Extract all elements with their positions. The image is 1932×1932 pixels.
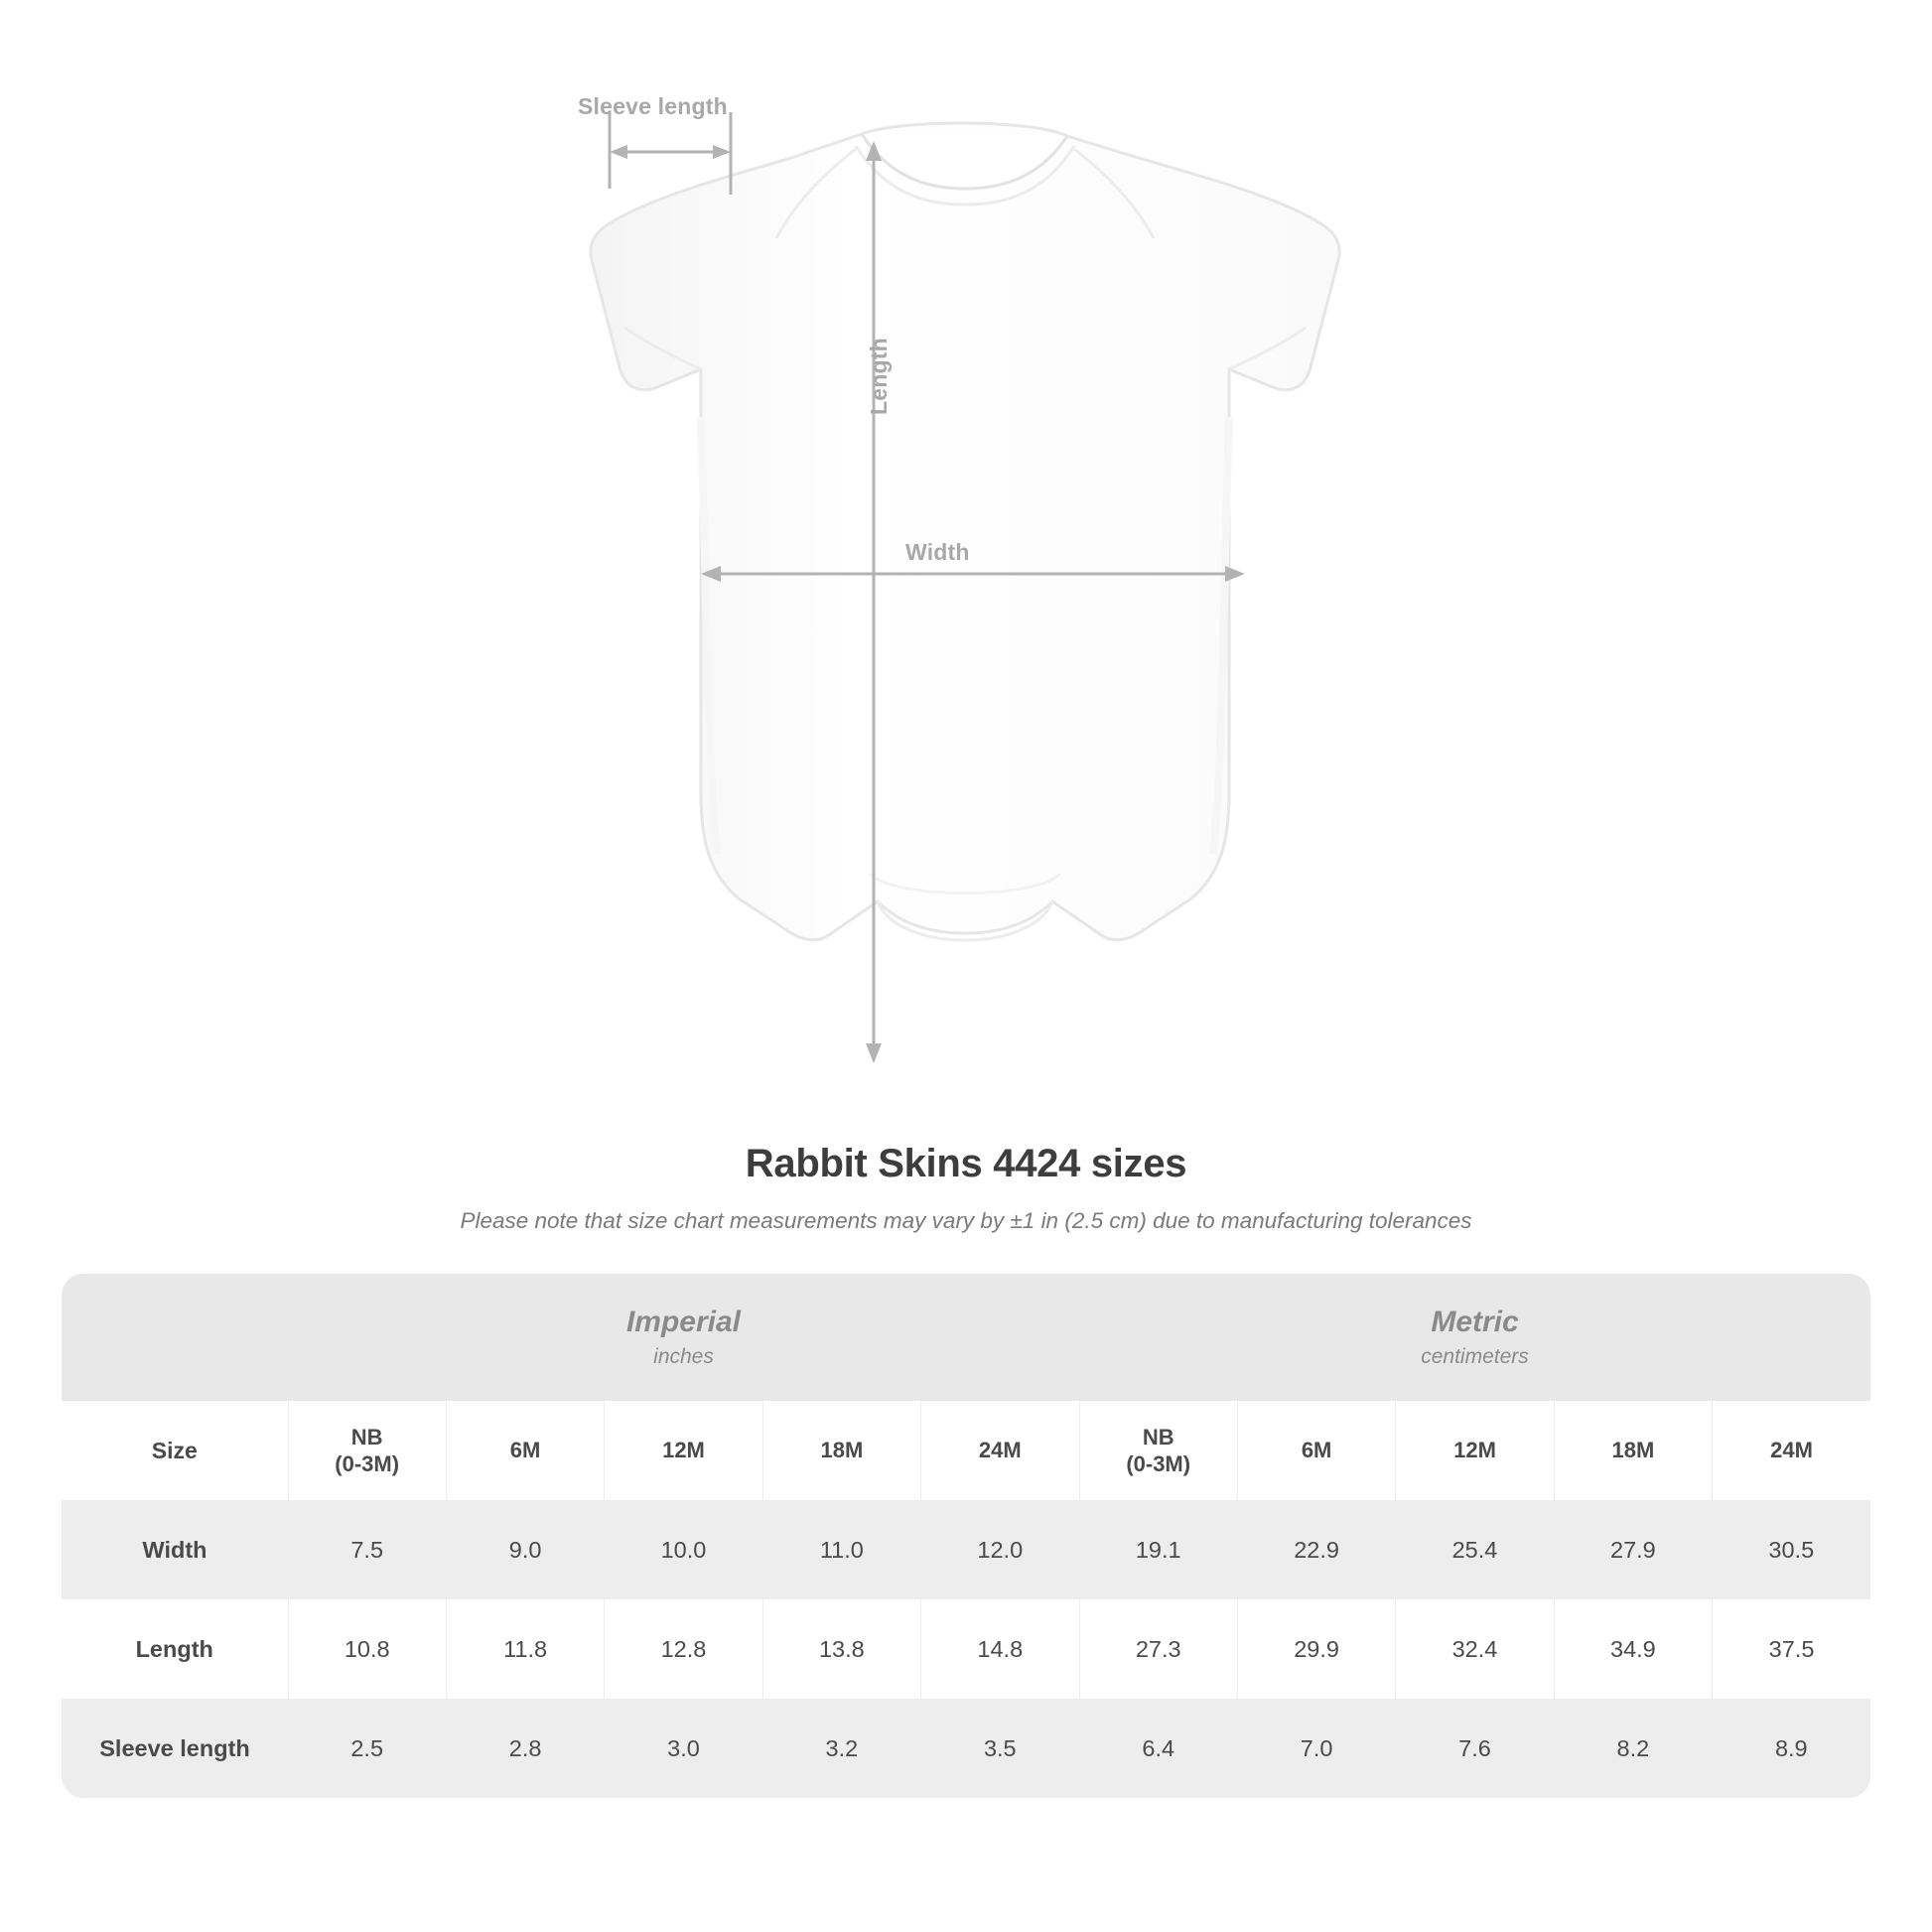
unit-group-imperial-name: Imperial bbox=[625, 1306, 742, 1339]
cell-length-7: 32.4 bbox=[1396, 1599, 1554, 1699]
cell-sleeve-5: 6.4 bbox=[1079, 1699, 1237, 1798]
cell-length-3: 13.8 bbox=[762, 1599, 920, 1699]
header-col-2-line1: 12M bbox=[662, 1438, 705, 1463]
unit-group-row bbox=[62, 1274, 1870, 1401]
table-row bbox=[62, 1699, 1870, 1798]
size-table-container bbox=[62, 1274, 1870, 1798]
cell-sleeve-2: 3.0 bbox=[605, 1699, 762, 1798]
header-col-7 bbox=[1396, 1401, 1554, 1500]
header-col-8-line1: 18M bbox=[1611, 1438, 1655, 1463]
header-col-4-line1: 24M bbox=[978, 1438, 1022, 1463]
cell-width-8: 27.9 bbox=[1554, 1500, 1712, 1599]
header-col-6 bbox=[1237, 1401, 1395, 1500]
cell-length-2: 12.8 bbox=[605, 1599, 762, 1699]
cell-length-5: 27.3 bbox=[1079, 1599, 1237, 1699]
cell-sleeve-0: 2.5 bbox=[288, 1699, 446, 1798]
cell-sleeve-1: 2.8 bbox=[446, 1699, 604, 1798]
unit-group-metric-name: Metric bbox=[1431, 1306, 1519, 1339]
title-block bbox=[0, 1142, 1932, 1234]
unit-group-metric-sub: centimeters bbox=[1421, 1344, 1529, 1368]
table-header-row bbox=[62, 1401, 1870, 1500]
cell-width-5: 19.1 bbox=[1079, 1500, 1237, 1599]
cell-length-0: 10.8 bbox=[288, 1599, 446, 1699]
header-col-8 bbox=[1554, 1401, 1712, 1500]
cell-width-4: 12.0 bbox=[921, 1500, 1079, 1599]
cell-width-6: 22.9 bbox=[1237, 1500, 1395, 1599]
cell-sleeve-9: 8.9 bbox=[1713, 1699, 1870, 1798]
header-col-5-line2: (0-3M) bbox=[1126, 1451, 1191, 1476]
header-col-5 bbox=[1079, 1401, 1237, 1500]
header-col-0 bbox=[288, 1401, 446, 1500]
header-col-3 bbox=[762, 1401, 920, 1500]
header-col-0-line1: NB bbox=[350, 1424, 383, 1449]
table-row bbox=[62, 1599, 1870, 1699]
cell-sleeve-3: 3.2 bbox=[762, 1699, 920, 1798]
header-col-1-line1: 6M bbox=[509, 1438, 541, 1463]
tolerance-note: Please note that size chart measurements may vary by ±1 in (2.5 cm) due to manufacturing tolerances bbox=[460, 1208, 1472, 1233]
unit-group-imperial-sub: inches bbox=[653, 1344, 714, 1368]
cell-width-1: 9.0 bbox=[446, 1500, 604, 1599]
header-col-6-line1: 6M bbox=[1301, 1438, 1332, 1463]
header-size: Size bbox=[62, 1401, 288, 1500]
cell-sleeve-4: 3.5 bbox=[921, 1699, 1079, 1798]
header-col-1 bbox=[446, 1401, 604, 1500]
cell-length-6: 29.9 bbox=[1237, 1599, 1395, 1699]
unit-row-spacer bbox=[62, 1274, 288, 1401]
cell-length-8: 34.9 bbox=[1554, 1599, 1712, 1699]
cell-width-0: 7.5 bbox=[288, 1500, 446, 1599]
table-row bbox=[62, 1500, 1870, 1599]
row-label-length: Length bbox=[62, 1599, 288, 1699]
unit-group-imperial bbox=[288, 1274, 1079, 1401]
length-dimension-label: Length bbox=[866, 338, 892, 415]
header-col-7-line1: 12M bbox=[1453, 1438, 1496, 1463]
unit-group-metric bbox=[1079, 1274, 1870, 1401]
header-col-5-line1: NB bbox=[1142, 1424, 1174, 1449]
cell-length-4: 14.8 bbox=[921, 1599, 1079, 1699]
page-title: Rabbit Skins 4424 sizes bbox=[745, 1142, 1187, 1185]
header-col-4 bbox=[921, 1401, 1079, 1500]
cell-width-9: 30.5 bbox=[1713, 1500, 1870, 1599]
header-col-2 bbox=[605, 1401, 762, 1500]
cell-length-1: 11.8 bbox=[446, 1599, 604, 1699]
cell-sleeve-7: 7.6 bbox=[1396, 1699, 1554, 1798]
cell-width-2: 10.0 bbox=[605, 1500, 762, 1599]
size-table bbox=[62, 1274, 1870, 1798]
cell-length-9: 37.5 bbox=[1713, 1599, 1870, 1699]
cell-sleeve-8: 8.2 bbox=[1554, 1699, 1712, 1798]
width-dimension-label: Width bbox=[905, 539, 970, 565]
cell-width-7: 25.4 bbox=[1396, 1500, 1554, 1599]
header-col-9 bbox=[1713, 1401, 1870, 1500]
header-col-9-line1: 24M bbox=[1770, 1438, 1813, 1463]
header-col-0-line2: (0-3M) bbox=[335, 1451, 400, 1476]
row-label-sleeve-length: Sleeve length bbox=[62, 1699, 288, 1798]
cell-sleeve-6: 7.0 bbox=[1237, 1699, 1395, 1798]
cell-width-3: 11.0 bbox=[762, 1500, 920, 1599]
row-label-width: Width bbox=[62, 1500, 288, 1599]
sleeve-length-dimension-label: Sleeve length bbox=[578, 93, 728, 119]
header-col-3-line1: 18M bbox=[820, 1438, 864, 1463]
